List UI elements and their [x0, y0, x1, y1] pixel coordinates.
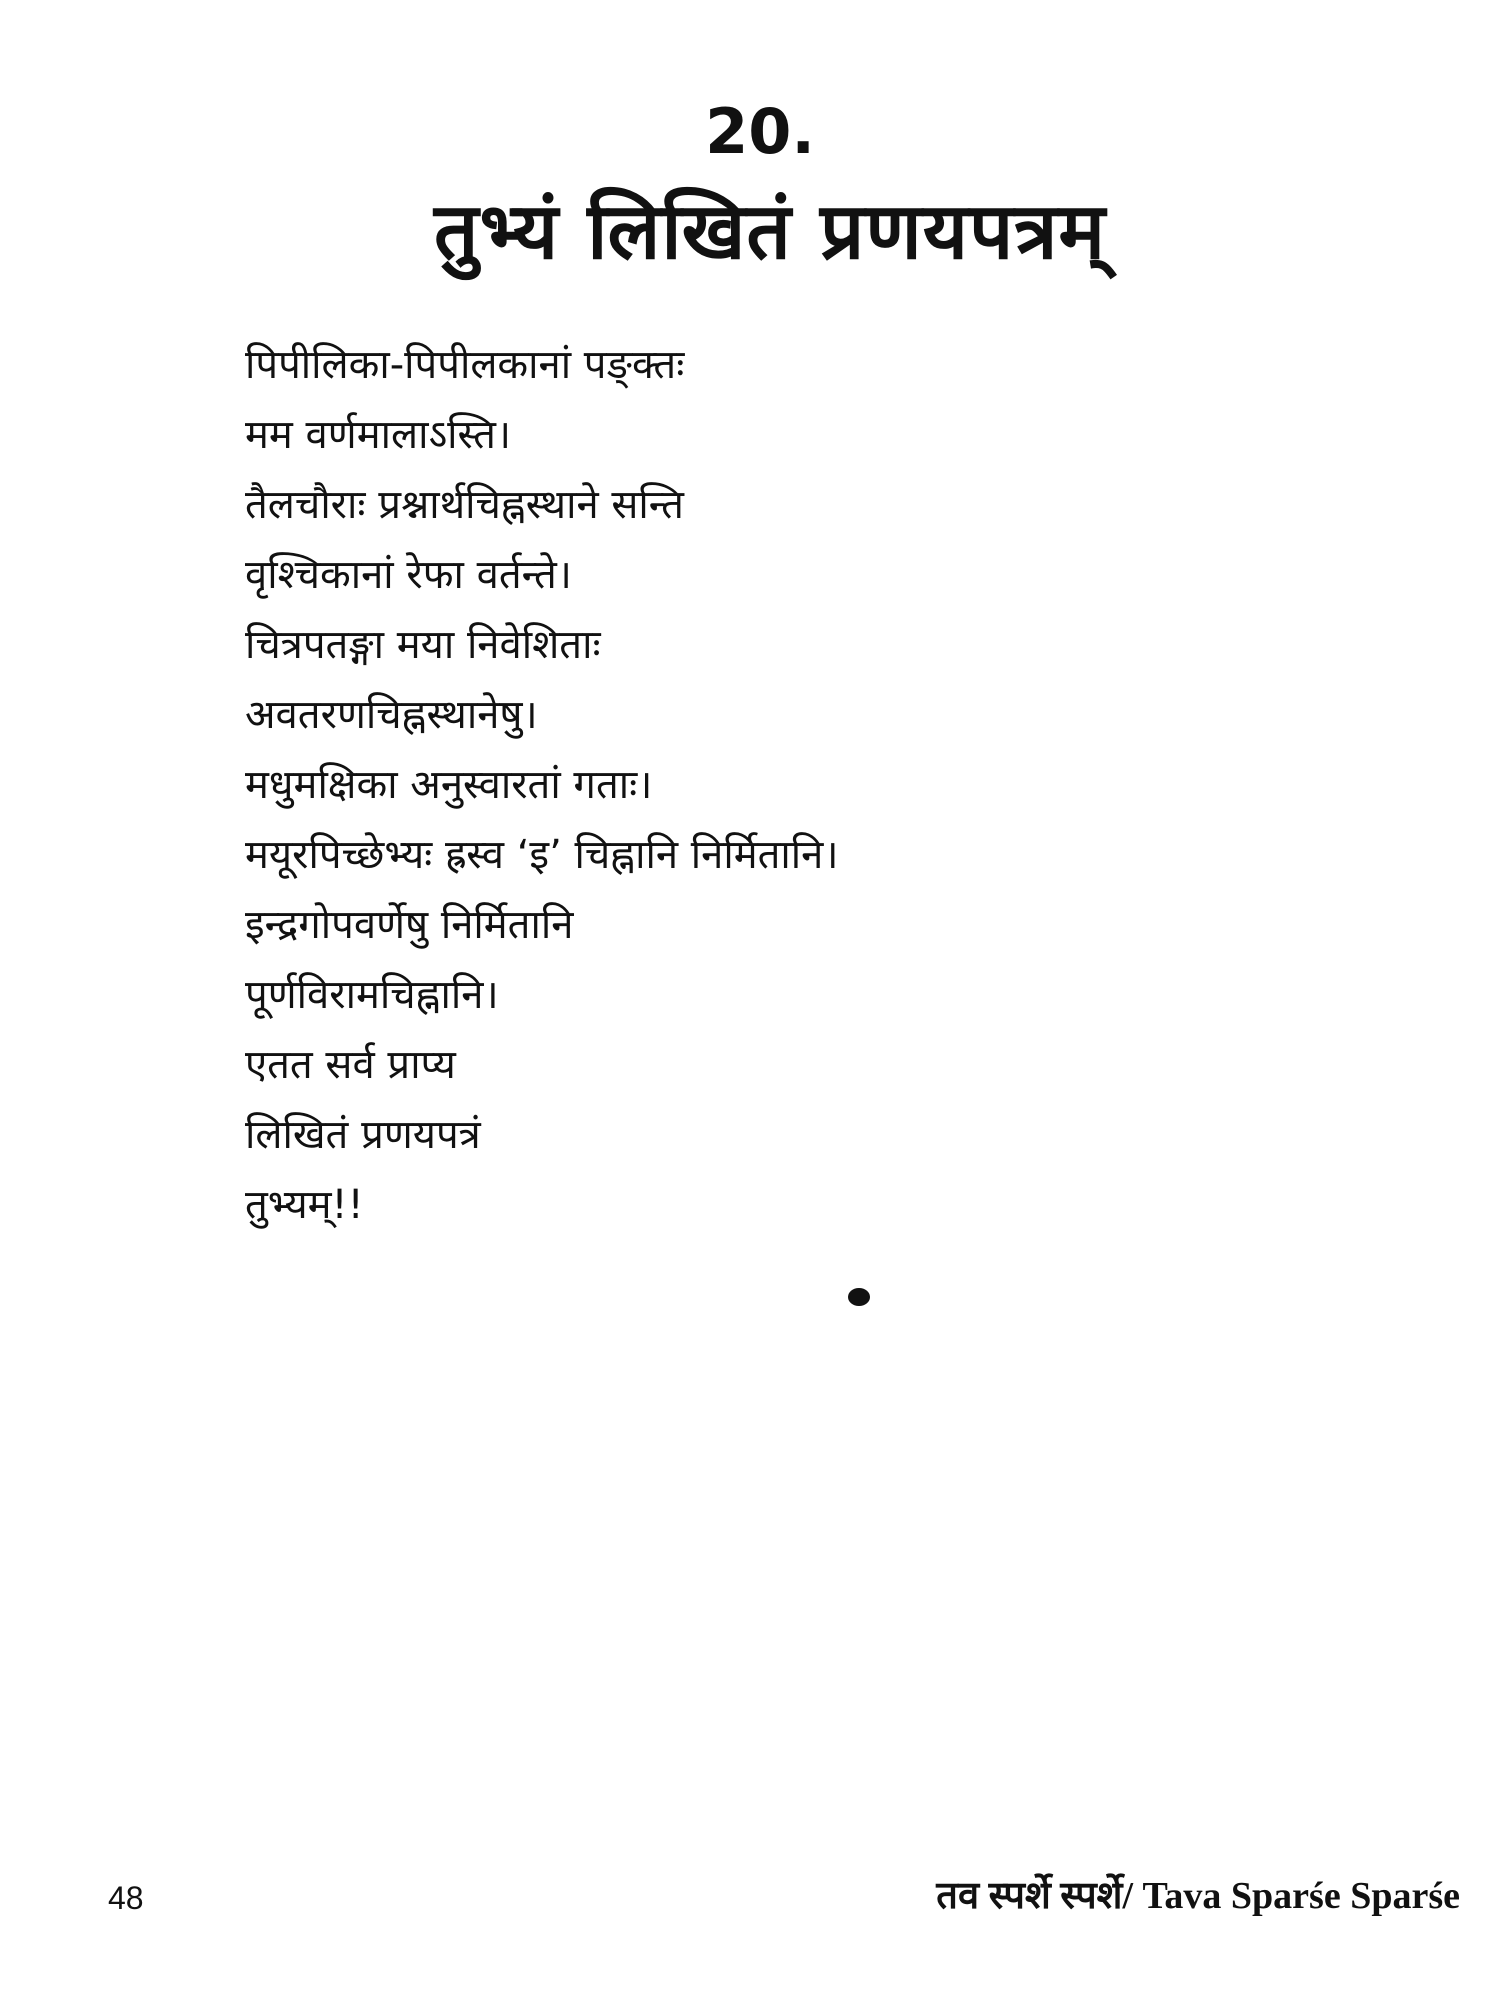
poem-line: मधुमक्षिका अनुस्वारतां गताः।: [245, 762, 653, 808]
poem-line: तैलचौराः प्रश्नार्थचिह्नस्थाने सन्ति: [245, 482, 684, 528]
poem-line: वृश्चिकानां रेफा वर्तन्ते।: [245, 552, 572, 598]
poem-line: पिपीलिका-पिपीलकानां पङ्क्तः: [245, 342, 685, 388]
poem-line: अवतरणचिह्नस्थानेषु।: [245, 692, 538, 738]
poem-line: मम वर्णमालाऽस्ति।: [245, 412, 512, 458]
poem-title: तुभ्यं लिखितं प्रणयपत्रम्: [433, 187, 1107, 277]
poem-line: तुभ्यम्!!: [245, 1182, 364, 1228]
poem-body: [245, 330, 1345, 1240]
poem-line: पूर्णविरामचिह्नानि।: [245, 972, 499, 1018]
running-footer-title: तव स्पर्शे स्पर्शे/ Tava Sparśe Sparśe: [936, 1875, 1460, 1917]
end-ornament-dot: [848, 1288, 870, 1306]
poem-line: मयूरपिच्छेभ्यः ह्रस्व ‘इ’ चिह्नानि निर्मितानि।: [245, 832, 839, 878]
poem-line: एतत सर्व प्राप्य: [245, 1042, 456, 1088]
page-number: 48: [108, 1880, 144, 1916]
poem-number: 20.: [705, 95, 815, 168]
poem-line: इन्द्रगोपवर्णेषु निर्मितानि: [245, 902, 574, 948]
poem-line: लिखितं प्रणयपत्रं: [245, 1112, 481, 1158]
poem-line: चित्रपतङ्गा मया निवेशिताः: [245, 622, 601, 668]
